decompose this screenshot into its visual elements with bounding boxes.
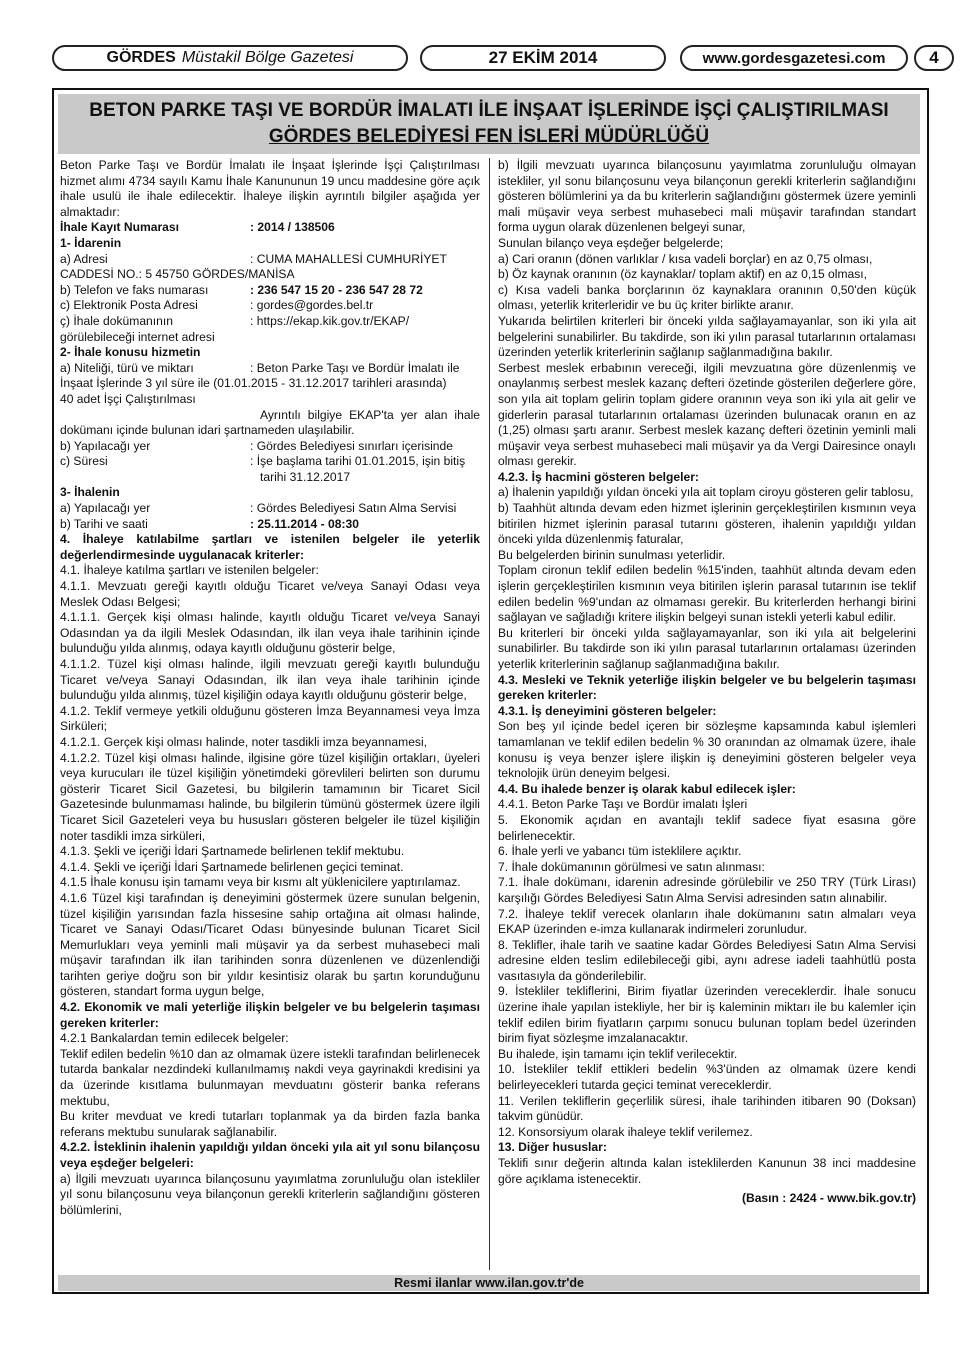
clause-8: 8. Teklifler, ihale tarih ve saatine kadar Gördes Belediyesi Satın Alma Servisi adresine elden teslim edilebileceği gibi, aynı adrese iadeli taahhütlü posta vasıtasıyla da gönderilebilir. [498, 937, 916, 983]
clause-4-1-5: 4.1.5 İhale konusu işin tamamı veya bir kısmı alt yüklenicilere yaptırılamaz. [60, 875, 461, 890]
tender-place-row: a) Yapılacağı yer : Gördes Belediyesi Satın Alma Servisi [60, 501, 457, 516]
section-2-title: 2- İhale konusu hizmetin [60, 345, 201, 360]
document-url-continued: görülebileceği internet adresi [60, 329, 215, 344]
clause-4-1-3: 4.1.3. Şekli ve içeriği İdari Şartnamede belirlenen teklif mektubu. [60, 844, 405, 859]
clause-4-4: 4.4. Bu ihalede benzer iş olarak kabul edilecek işler: [498, 781, 796, 796]
right-paragraph-1: b) İlgili mevzuatı uyarınca bilançosunu yayımlatma zorunluluğu olmayan istekliler, yıl sonu bilançosunu veya bilançonun gerekli kriterlerin sağlandığını gösteren bölümlerini ya da bu kriterlerin sağlandığını göstermek üzere yeminli mali müşavir veya serbest muhasebeci mali müşavir tarafından standart forma uygun olarak düzenlenen belgeyi sunar, [498, 158, 916, 235]
website-link[interactable]: www.gordesgazetesi.com [680, 45, 908, 71]
right-paragraph-13: Bu kriterleri bir önceki yılda sağlayamayanlar, son iki yıla ait belgelerini sunabilirler. Bu takdirde son iki yılın parasal tutarlarının ortalaması üzerinden yeterlik kriterlerinin sağlanup sağlanmadığına bakılır. [498, 625, 916, 671]
service-place-row: b) Yapılacağı yer : Gördes Belediyesi sınırları içerisinde [60, 438, 453, 453]
notice-title: BETON PARKE TAŞI VE BORDÜR İMALATI İLE İNŞAAT İŞLERİNDE İŞÇİ ÇALIŞTIRILMASI [89, 100, 889, 121]
phone-row: b) Telefon ve faks numarası : 236 547 15 20 - 236 547 28 72 [60, 282, 423, 297]
paper-name-pill [52, 45, 408, 71]
right-column [498, 158, 916, 1207]
right-paragraph-11: Bu belgelerden birinin sunulması yeterlidir. [498, 547, 726, 562]
nature-continued-1: İnşaat İşlerinde 3 yıl süre ile (01.01.2015 - 31.12.2017 tarihleri arasında) [60, 376, 447, 391]
clause-10: 10. İstekliler teklif ettikleri bedelin %3'ünden az olmamak üzere kendi belirleyecekleri tutarda geçici teminat vereceklerdir. [498, 1062, 916, 1093]
nature-continued-3: Ayrıntılı bilgiye EKAP'ta yer alan ihale dokümanı içinde bulunan idari şartnameden ulaşılabilir. [60, 407, 480, 438]
clause-12: 12. Konsorsiyum olarak ihaleye teklif verilemez. [498, 1124, 753, 1139]
intro-paragraph: Beton Parke Taşı ve Bordür İmalatı ile İnşaat İşlerinde İşçi Çalıştırılması hizmet alımı 4734 sayılı Kamu İhale Kanununun 19 uncu maddesine göre açık ihale usulü ile ihale edilecektir. İhaleye ilişkin ayrıntılı bilgiler aşağıda yer almaktadır: [60, 158, 480, 219]
section-1-title: 1- İdarenin [60, 235, 122, 250]
right-paragraph-2: Sunulan bilanço veya eşdeğer belgelerde; [498, 235, 724, 250]
clause-4-2-2-a: a) İlgili mevzuatı uyarınca bilançosunu yayımlatma zorunluluğu olan istekliler yıl sonu bilançosunu veya bilançonun gerekli kriterlerin sağlandığını gösteren bölümlerini, [60, 1171, 480, 1217]
paper-name: GÖRDES [106, 49, 176, 66]
clause-4-2-1-b: Bu kriter mevduat ve kredi tutarları toplanmak ya da birden fazla banka referans mektubu sunularak sağlanabilir. [60, 1109, 480, 1139]
clause-4-1-1-1: 4.1.1.1. Gerçek kişi olması halinde, kayıtlı olduğu Ticaret ve/veya Sanayi Odasından ya da ilgili Meslek Odasından, ilk ilan veya ihale tarihinin içinde bulunduğu yılda alınmış, odaya kayıtlı olduğunu gösterir belge, [60, 610, 480, 656]
clause-11: 11. Verilen tekliflerin geçerlilik süresi, ihale tarihinden itibaren 90 (Doksan) takvim günüdür. [498, 1093, 916, 1124]
notice-authority: GÖRDES BELEDİYESİ FEN İSLERİ MÜDÜRLÜĞÜ [268, 126, 710, 147]
clause-4-2-1-a: Teklif edilen bedelin %10 dan az olmamak üzere istekli tarafından belirlenecek tutarda bankalar nezdindeki kullanılmamış nakdi veya gayrinakdi kredisini ya da üzerinde kısıtlama bulunmayan mevduatını gösterir banka referans mektubu, [60, 1046, 480, 1108]
notice-heading [58, 94, 920, 154]
clause-7-1: 7.1. İhale dokümanı, idarenin adresinde görülebilir ve 250 TRY (Türk Lirası) karşılığı Gördes Belediyesi Satın Alma Servisi adresinden satın alınabilir. [498, 875, 916, 905]
clause-6: 6. İhale yerli ve yabancı tüm isteklilere açıktır. [498, 844, 742, 859]
clause-4-1-2-2: 4.1.2.2. Tüzel kişi olması halinde, ilgisine göre tüzel kişiliğin ortakları, üyeleri veya kurucuları ile tüzel kişiliğin yönetimdeki görevlileri belirten son durumu gösterir Ticaret Sicil Gazetesi, bu bilgilerin tamamının bir Ticaret Sicil Gazetesinde bulunmaması halinde, bu bilgilerin tümünü göstermek üzere ilgili Ticaret Sicil Gazeteleri veya bu hususları gösteren belgeler ile tüzel kişiliğin noter tasdikli imza sirküleri, [60, 750, 480, 843]
clause-13: 13. Diğer hususlar: [498, 1140, 607, 1155]
right-paragraph-16: Son beş yıl içinde bedel içeren bir sözleşme kapsamında kabul işlemleri tamamlanan ve teklif edilen bedelin % 30 oranından az olmamak üzere, ihale konusu iş veya benzer işlere ilişkin iş deneyimini gösteren belgeler veya teknolojik ürün deneyim belgesi. [498, 719, 916, 781]
masthead [52, 45, 939, 75]
clause-5: 5. Ekonomik açıdan en avantajlı teklif sadece fiyat esasına göre belirlenecektir. [498, 812, 916, 843]
clause-4-1: 4.1. İhaleye katılma şartları ve istenilen belgeler: [60, 563, 319, 578]
clause-4-1-2-1: 4.1.2.1. Gerçek kişi olması halinde, noter tasdikli imza beyannamesi, [60, 734, 428, 749]
right-paragraph-7: Serbest meslek erbabının vereceği, ilgili mevzuatına göre düzenlenmiş ve onaylanmış serbest meslek kazanç defteri özetinde gösterilen değerlere göre, son yıla ait toplam gelirin toplam gidere oranının veya son iki yıla ait gelir ve giderlerin parasal tutarlarının ortalaması üzerinden bulunacak oranın en az (1,25) olması şartı aranır. Serbest meslek kazanç defteri özetinin yeminli mali müşavir veya serbest muhasebeci mali müşavir ya da Vergi Dairesince onaylı olması gerekir. [498, 360, 916, 469]
ikn-row: İhale Kayıt Numarası : 2014 / 138506 [60, 220, 335, 235]
press-reference: (Basın : 2424 - www.bik.gov.tr) [741, 1191, 916, 1206]
duration-row: c) Süresi : İşe başlama tarihi 01.01.2015, işin bitiş [60, 454, 466, 469]
clause-9-note: Bu ihalede, işin tamamı için teklif verilecektir. [498, 1046, 738, 1061]
clause-4-1-6: 4.1.6 Tüzel kişi tarafından iş deneyimini göstermek üzere sunulan belgenin, tüzel kişiliğin yarısından fazla hissesine sahip ortağına ait olması halinde, Ticaret ve Sanayi Odası/Ticaret Odası bünyesinde bulunan Ticaret Sicil Memurlukları veya yeminli mali müşavir ya da serbest muhasebeci mali müşavir tarafından ilk ilan tarihinden sonra düzenlenen ve düzenlendiği tarihten geriye doğru son bir yıldır kesintisiz olarak bu şartın korunduğunu gösteren, standart forma uygun belge, [60, 890, 480, 999]
clause-4-1-1: 4.1.1. Mevzuatı gereği kayıtlı olduğu Ticaret ve/veya Sanayi Odası veya Meslek Odası Belgesi; [60, 579, 480, 609]
clause-4-4-1: 4.4.1. Beton Parke Taşı ve Bordür imalatı İşleri [498, 797, 748, 812]
clause-4-3: 4.3. Mesleki ve Teknik yeterliğe ilişkin belgeler ve bu belgelerin taşıması gereken kriterler: [498, 672, 916, 703]
clause-4-2-3: 4.2.3. İş hacmini gösteren belgeler: [498, 469, 699, 484]
column-divider [489, 158, 490, 1270]
clause-7-2: 7.2. İhaleye teklif verecek olanların ihale dokümanını satın almaları veya EKAP üzerinden e-imza kullanarak indirmeleri zorunludur. [498, 906, 916, 937]
right-paragraph-9: a) İhalenin yapıldığı yıldan önceki yıla ait toplam ciroyu gösteren gelir tablosu, [498, 485, 914, 500]
page-number: 4 [914, 45, 954, 71]
address-row: a) Adresi : CUMA MAHALLESİ CUMHURİYET [60, 251, 447, 266]
right-paragraph-5: c) Kısa vadeli banka borçlarının öz kaynaklara oranının 0,50'den küçük olması, yeterlik kriterleridir ve bu üç kriter birlikte aranır. [498, 282, 916, 313]
clause-4-1-1-2: 4.1.1.2. Tüzel kişi olması halinde, ilgili mevzuatı gereği kayıtlı bulunduğu Ticaret ve/veya Sanayi Odasından, ilk ilan veya ihale tarihinin içinde bulunduğu yılda alınmış, tüzel kişiliğin odaya kayıtlı olduğunu gösterir belge, [60, 657, 480, 703]
clause-7: 7. İhale dokümanının görülmesi ve satın alınması: [498, 859, 765, 874]
clause-13-text: Teklifi sınır değerin altında kalan isteklilerden Kanunun 38 inci maddesine göre açıklama istenecektir. [498, 1156, 916, 1186]
address-continued: CADDESİ NO.: 5 45750 GÖRDES/MANİSA [60, 267, 295, 282]
nature-continued-2: 40 adet İşçi Çalıştırılması [60, 391, 196, 406]
right-paragraph-6: Yukarıda belirtilen kriterleri bir önceki yılda sağlayamayanlar, son iki yıla ait belgelerini sunabilirler. Bu takdirde, son iki yılın parasal tutarlarının ortalaması üzerinden yeterlik kriterlerinin sağlanıp sağlanmadığına bakılır. [498, 313, 916, 360]
clause-4-2-2: 4.2.2. İsteklinin ihalenin yapıldığı yıldan önceki yıla ait yıl sonu bilançosu veya eşdeğer belgeleri: [60, 1140, 480, 1170]
tender-date-row: b) Tarihi ve saati : 25.11.2014 - 08:30 [60, 516, 359, 531]
duration-continued: tarihi 31.12.2017 [260, 469, 351, 484]
clause-4-2-1: 4.2.1 Bankalardan temin edilecek belgeler: [60, 1031, 289, 1046]
right-paragraph-12: Toplam cironun teklif edilen bedelin %15'inden, taahhüt altında devam eden işlerin gerçekleştirilen kısmının veya bitirilen işlerin parasal tutarının ise teklif edilen bedelin %9'undan az olmaması gerekir. Bu kriterlerden herhangi birini sağlayan ve sağladığı kritere ilişkin belgeyi sunan istekli yeterli kabul edilir. [498, 563, 916, 625]
clause-4-1-2: 4.1.2. Teklif vermeye yetkili olduğunu gösteren İmza Beyannamesi veya İmza Sirküleri; [60, 703, 480, 734]
right-paragraph-10: b) Taahhüt altında devam eden hizmet işlerinin gerçekleştirilen kısmının veya bitirilen hizmet işlerinin parasal tutarını gösteren, ihalenin yapıldığı yıldan önceki yılda düzenlenmiş faturalar, [498, 501, 916, 547]
right-paragraph-3: a) Cari oranın (dönen varlıklar / kısa vadeli borçlar) en az 0,75 olması, [498, 251, 873, 266]
issue-date: 27 EKİM 2014 [420, 45, 666, 71]
document-url-row: ç) İhale dokümanının : https://ekap.kik.gov.tr/EKAP/ [60, 313, 410, 328]
clause-4-2: 4.2. Ekonomik ve mali yeterliğe ilişkin belgeler ve bu belgelerin taşıması gereken kriterler: [60, 1000, 480, 1030]
nature-row: a) Niteliği, türü ve miktarı : Beton Parke Taşı ve Bordür İmalatı ile [60, 360, 460, 375]
section-4-title: 4. İhaleye katılabilme şartları ve istenilen belgeler ile yeterlik değerlendirmesinde uygulanacak kriterler: [60, 532, 480, 562]
paper-subtitle: Müstakil Bölge Gazetesi [181, 49, 354, 66]
clause-9: 9. İstekliler tekliflerini, Birim fiyatlar üzerinden vereceklerdir. İhale sonucu üzerine ihale yapılan istekliyle, her bir iş kaleminin miktarı ile bu kalemler için teklif edilen birim fiyatların çarpımı sonucu bulunan toplam bedel üzerinden birim fiyat sözleşme imzalanacaktır. [498, 984, 916, 1046]
right-paragraph-4: b) Öz kaynak oranının (öz kaynaklar/ toplam aktif) en az 0,15 olması, [498, 267, 868, 282]
email-row: c) Elektronik Posta Adresi : gordes@gordes.bel.tr [60, 298, 374, 313]
clause-4-3-1: 4.3.1. İş deneyimini gösteren belgeler: [498, 703, 717, 718]
clause-4-1-4: 4.1.4. Şekli ve içeriği İdari Şartnamede belirlenen geçici teminat. [60, 859, 404, 874]
left-column [60, 158, 480, 1218]
footer-banner: Resmi ilanlar www.ilan.gov.tr'de [58, 1275, 920, 1291]
section-3-title: 3- İhalenin [60, 485, 120, 500]
